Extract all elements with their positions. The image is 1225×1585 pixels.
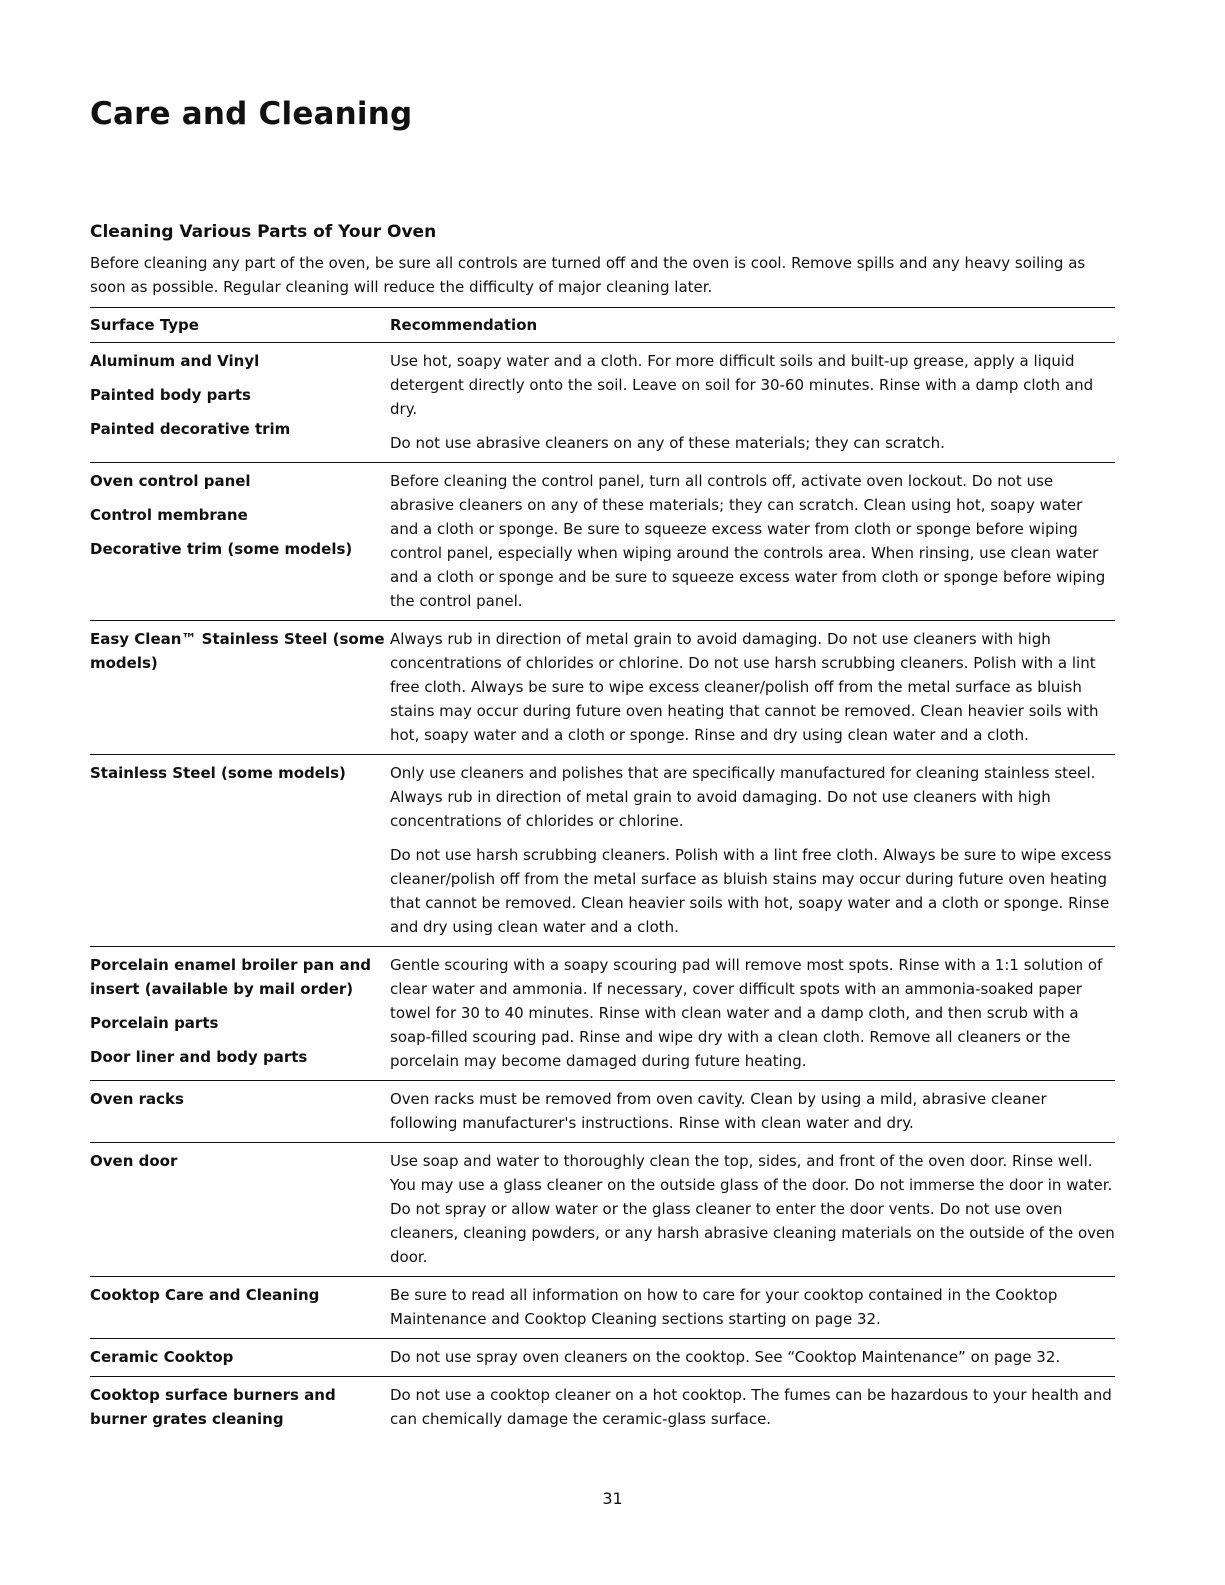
surface-name: Aluminum and Vinyl	[90, 352, 260, 370]
recommendation-cell	[390, 343, 1115, 463]
recommendation-cell	[390, 1277, 1115, 1339]
recommendation-cell	[390, 755, 1115, 947]
recommendation-paragraph: Be sure to read all information on how to care for your cooktop contained in the Cooktop Maintenance and Cooktop Cleaning sections starting on page 32.	[390, 1286, 1058, 1328]
surface-name: Decorative trim (some models)	[90, 540, 353, 558]
document-page	[90, 96, 1115, 1438]
cleaning-table	[90, 307, 1115, 1438]
surface-name: Cooktop surface burners and burner grates cleaning	[90, 1386, 336, 1428]
surface-name: Painted body parts	[90, 386, 251, 404]
surface-name: Stainless Steel (some models)	[90, 764, 346, 782]
recommendation-paragraph: Do not use abrasive cleaners on any of these materials; they can scratch.	[390, 434, 945, 452]
surface-type-cell	[90, 463, 390, 621]
table-row	[90, 1377, 1115, 1439]
recommendation-cell	[390, 947, 1115, 1081]
intro-paragraph: Before cleaning any part of the oven, be sure all controls are turned off and the oven is cool. Remove spills and any heavy soiling as soon as possible. Regular cleaning will reduce the difficulty of major cleaning later.	[90, 254, 1086, 296]
surface-type-cell	[90, 1339, 390, 1377]
table-row	[90, 755, 1115, 947]
recommendation-paragraph: Gentle scouring with a soapy scouring pad will remove most spots. Rinse with a 1:1 solution of clear water and ammonia. If necessary, cover difficult spots with an ammonia-soaked paper towel for 30 to 40 minutes. Rinse with clean water and a damp cloth, and then scrub with a soap-filled scouring pad. Rinse and wipe dry with a clean cloth. Remove all cleaners or the porcelain may become damaged during future heating.	[390, 956, 1103, 1070]
surface-type-cell	[90, 343, 390, 463]
surface-name: Oven door	[90, 1152, 178, 1170]
recommendation-cell	[390, 1377, 1115, 1439]
table-row	[90, 343, 1115, 463]
surface-type-cell	[90, 1277, 390, 1339]
surface-name: Easy Clean™ Stainless Steel (some models)	[90, 630, 385, 672]
page-title: Care and Cleaning	[90, 96, 413, 132]
surface-name: Oven control panel	[90, 472, 251, 490]
recommendation-cell	[390, 1081, 1115, 1143]
surface-name: Ceramic Cooktop	[90, 1348, 234, 1366]
surface-name: Door liner and body parts	[90, 1048, 308, 1066]
header-surface-type: Surface Type	[90, 308, 390, 343]
recommendation-paragraph: Use hot, soapy water and a cloth. For more difficult soils and built-up grease, apply a liquid detergent directly onto the soil. Leave on soil for 30-60 minutes. Rinse with a damp cloth and dry.	[390, 352, 1094, 418]
surface-type-cell	[90, 947, 390, 1081]
table-row	[90, 621, 1115, 755]
recommendation-paragraph: Only use cleaners and polishes that are specifically manufactured for cleaning stainless steel. Always rub in direction of metal grain to avoid damaging. Do not use cleaners with high concentrations of chlorides or chlorine.	[390, 764, 1096, 830]
table-row	[90, 1143, 1115, 1277]
recommendation-paragraph: Do not use a cooktop cleaner on a hot cooktop. The fumes can be hazardous to your health and can chemically damage the ceramic-glass surface.	[390, 1386, 1112, 1428]
recommendation-paragraph: Before cleaning the control panel, turn all controls off, activate oven lockout. Do not use abrasive cleaners on any of these materials; they can scratch. Clean using hot, soapy water and a cloth or sponge. Be sure to squeeze excess water from cloth or sponge before wiping control panel, especially when wiping around the controls area. When rinsing, use clean water and a cloth or sponge and be sure to squeeze excess water from cloth or sponge before wiping the control panel.	[390, 472, 1106, 610]
surface-name: Porcelain enamel broiler pan and insert (available by mail order)	[90, 956, 372, 998]
table-row	[90, 1277, 1115, 1339]
header-recommendation: Recommendation	[390, 308, 1115, 343]
recommendation-cell	[390, 621, 1115, 755]
table-row	[90, 1081, 1115, 1143]
surface-name: Oven racks	[90, 1090, 184, 1108]
recommendation-cell	[390, 463, 1115, 621]
surface-name: Cooktop Care and Cleaning	[90, 1286, 320, 1304]
table-row	[90, 947, 1115, 1081]
recommendation-paragraph: Oven racks must be removed from oven cavity. Clean by using a mild, abrasive cleaner following manufacturer's instructions. Rinse with clean water and dry.	[390, 1090, 1047, 1132]
surface-type-cell	[90, 1081, 390, 1143]
recommendation-paragraph: Do not use harsh scrubbing cleaners. Polish with a lint free cloth. Always be sure to wipe excess cleaner/polish off from the metal surface as bluish stains may occur during future oven heating that cannot be removed. Clean heavier soils with hot, soapy water and a cloth or sponge. Rinse and dry using clean water and a cloth.	[390, 846, 1112, 936]
table-body	[90, 343, 1115, 1439]
recommendation-paragraph: Always rub in direction of metal grain to avoid damaging. Do not use cleaners with high concentrations of chlorides or chlorine. Do not use harsh scrubbing cleaners. Polish with a lint free cloth. Always be sure to wipe excess cleaner/polish off from the metal surface as bluish stains may occur during future oven heating that cannot be removed. Clean heavier soils with hot, soapy water and a cloth or sponge. Rinse and dry using clean water and a cloth.	[390, 630, 1099, 744]
section-title: Cleaning Various Parts of Your Oven	[90, 222, 437, 242]
surface-type-cell	[90, 1377, 390, 1439]
recommendation-cell	[390, 1143, 1115, 1277]
surface-type-cell	[90, 621, 390, 755]
surface-type-cell	[90, 755, 390, 947]
recommendation-cell	[390, 1339, 1115, 1377]
recommendation-paragraph: Use soap and water to thoroughly clean the top, sides, and front of the oven door. Rinse well. You may use a glass cleaner on the outside glass of the door. Do not immerse the door in water. Do not spray or allow water or the glass cleaner to enter the door vents. Do not use oven cleaners, cleaning powders, or any harsh abrasive cleaning materials on the outside of the oven door.	[390, 1152, 1115, 1266]
page-number: 31	[602, 1489, 623, 1508]
table-header-row	[90, 308, 1115, 343]
recommendation-paragraph: Do not use spray oven cleaners on the cooktop. See “Cooktop Maintenance” on page 32.	[390, 1348, 1061, 1366]
table-row	[90, 463, 1115, 621]
surface-name: Porcelain parts	[90, 1014, 219, 1032]
surface-name: Control membrane	[90, 506, 248, 524]
table-row	[90, 1339, 1115, 1377]
surface-name: Painted decorative trim	[90, 420, 291, 438]
surface-type-cell	[90, 1143, 390, 1277]
